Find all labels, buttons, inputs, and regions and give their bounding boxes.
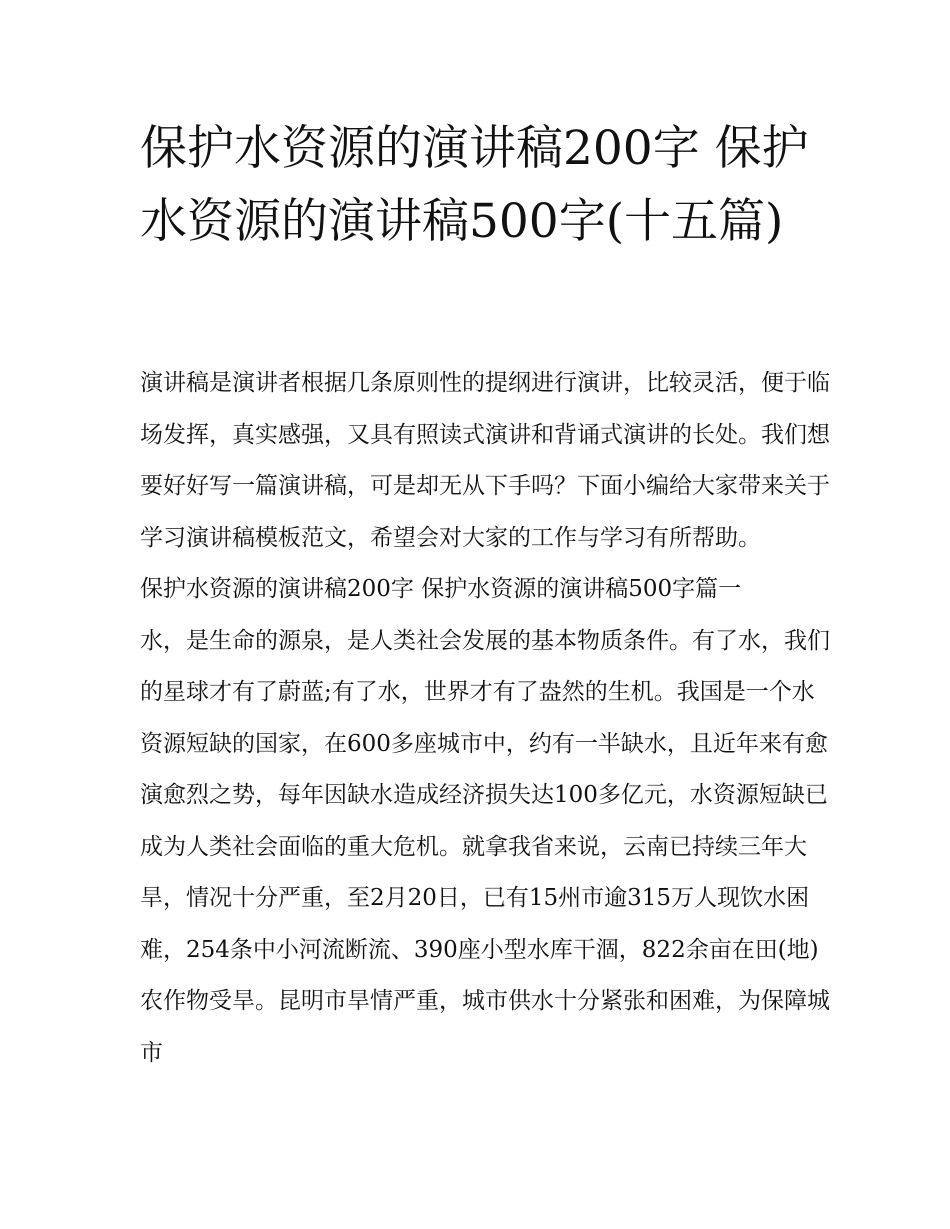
body-paragraph: 水，是生命的源泉，是人类社会发展的基本物质条件。有了水，我们的星球才有了蔚蓝;有了水，世界才有了盎然的生机。我国是一个水资源短缺的国家，在600多座城市中，约有一半缺水，且近年来有愈演愈烈之势，每年因缺水造成经济损失达100多亿元，水资源短缺已成为人类社会面临的重大危机。就拿我省来说，云南已持续三年大旱，情况十分严重，至2月20日，已有15州市逾315万人现饮水困难，254条中小河流断流、390座小型水库干涸，822余亩在田(地)农作物受旱。昆明市旱情严重，城市供水十分紧张和困难，为保障城市 bbox=[140, 627, 830, 1066]
document-title: 保护水资源的演讲稿200字 保护水资源的演讲稿500字(十五篇) bbox=[140, 121, 809, 249]
section-heading: 保护水资源的演讲稿200字 保护水资源的演讲稿500字篇一 bbox=[140, 576, 742, 602]
document-body bbox=[140, 358, 830, 1079]
intro-paragraph: 演讲稿是演讲者根据几条原则性的提纲进行演讲，比较灵活，便于临场发挥，真实感强，又具有照读式演讲和背诵式演讲的长处。我们想要好好写一篇演讲稿，可是却无从下手吗？下面小编给大家带来关于学习演讲稿模板范文，希望会对大家的工作与学习有所帮助。 bbox=[140, 370, 830, 551]
